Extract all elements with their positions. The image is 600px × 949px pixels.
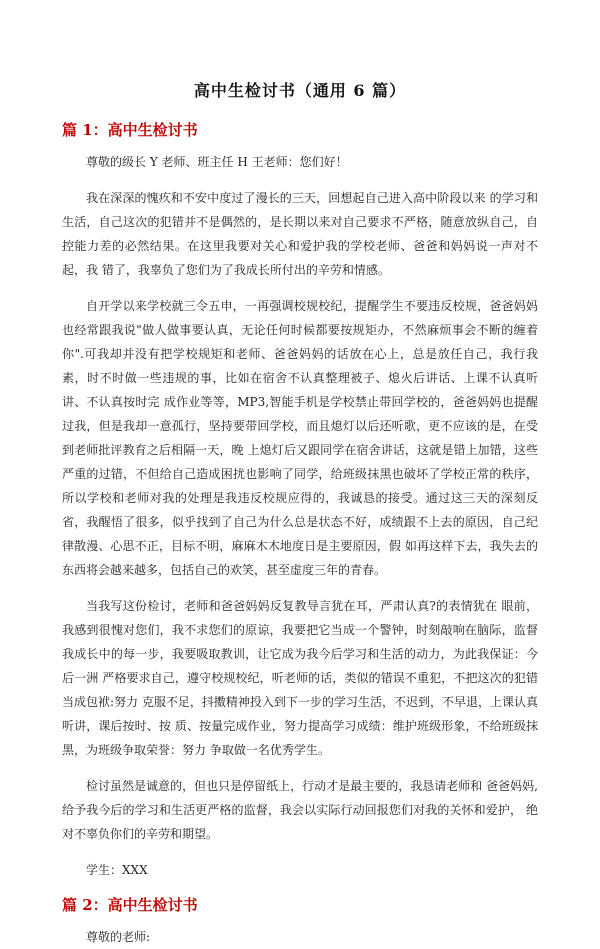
section-2-salutation: 尊敬的老师: [86, 930, 151, 944]
section-1-salutation: 尊敬的级长 Y 老师、班主任 H 王老师：您们好！ [86, 155, 348, 169]
section-2-heading: 篇 2：高中生检讨书 [62, 896, 198, 914]
document-title: 高中生检讨书（通用 6 篇） [193, 81, 407, 100]
section-2 [62, 894, 538, 949]
section-1 [62, 119, 538, 882]
section-1-heading: 篇 1：高中生检讨书 [62, 121, 198, 139]
section-1-paragraph-4: 检讨虽然是诚意的，但也只是停留纸上，行动才是最主要的，我恳请老师和 爸爸妈妈,给予我今后的学习和生活更严格的监督，我会以实际行动回报您们对我的关怀和爱护， 绝对不辜负你们的辛劳和期望。 [62, 779, 538, 841]
section-1-paragraph-3: 当我写这份检讨，老师和爸爸妈妈反复教导言犹在耳，严肃认真?的表情犹在 眼前，我感到很愧对您们，我不求您们的原谅，我要把它当成一个警钟，时刻敲响在脑际，监督 我成长中的每一步，我要吸取教训，让它成为我今后学习和生活的动力，为此我保证：今后一洲 严格要求自己，遵守校规校纪，听老师的话，类似的错误不重犯，不把这次的犯错当成包袱:努力 克服不足，抖擞精神投入到下一步的学习生活，不迟到，不早退，上课认真听讲，课后按时、按 质、按量完成作业，努力提高学习成绩：维护班级形象，不给班级抹黑，为班级争取荣誉：努力 争取做一名优秀学生。 [62, 599, 538, 757]
section-1-paragraph-2: 自开学以来学校就三令五申，一再强调校规校纪，提醒学生不要违反校规，爸爸妈妈也经常跟我说"做人做事要认真，无论任何时候都要按规矩办，不然麻烦事会不断的缠着 你".可我却并没有把学校规矩和老师、爸爸妈妈的话放在心上，总是放任自己，我行我素，时不时做一些违规的事，比如在宿舍不认真整理被子、熄火后讲话、上课不认真听讲、不认真按时完 成作业等等，MP3,智能手机是学校禁止带回学校的，爸爸妈妈也提醒过我，但是我却一意孤行，坚持要带回学校，而且熄灯以后还听歌，更不应该的是，在受到老师批评教育之后相隔一天，晚 上熄灯后又跟同学在宿舍讲话，这就是错上加错，这些严重的过错，不但给自己造成困扰也影响了同学，给班级抹黑也破坏了学校正常的秩序，所以学校和老师对我的处理是我违反校规应得的，我诚恳的接受。通过这三天的深刻反省，我醒悟了很多，似乎找到了自己为什么总是状态不好，成绩跟不上去的原因，自己纪律散漫、心思不正，目标不明，麻麻木木地度日是主要原因，假 如再这样下去，我失去的东西将会越来越多，包括自己的欢笑，甚至虚度三年的青春。 [62, 299, 538, 577]
section-1-signature: 学生：XXX [86, 863, 148, 877]
section-1-paragraph-1: 我在深深的愧疚和不安中度过了漫长的三天，回想起自己进入高中阶段以来 的学习和生活，自己这次的犯错并不是偶然的，是长期以来对自己要求不严格，随意放纵自己，自控能力差的必然结果。在这里我要对关心和爱护我的学校老师、爸爸和妈妈说一声对不起，我 错了，我辜负了您们为了我成长所付出的辛劳和情感。 [62, 191, 538, 277]
